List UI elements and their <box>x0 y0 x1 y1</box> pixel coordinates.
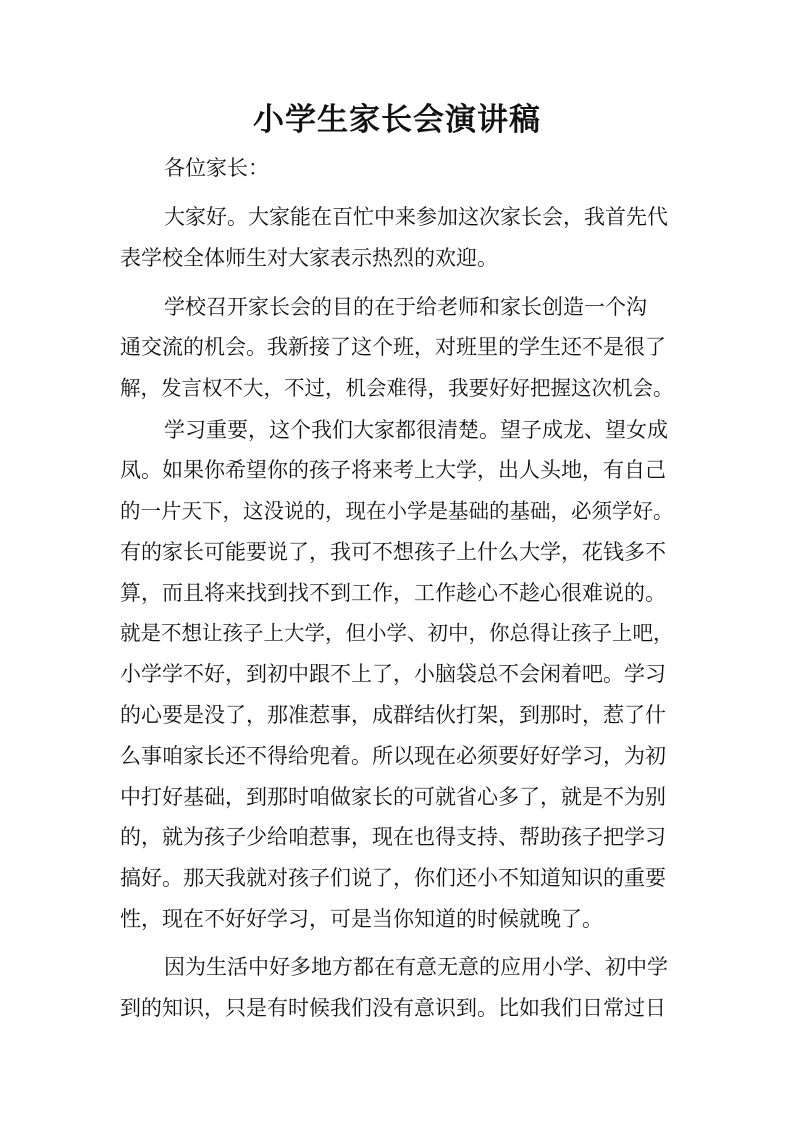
document-title: 小学生家长会演讲稿 <box>253 102 541 138</box>
body-line: 大家好。大家能在百忙中来参加这次家长会，我首先代 <box>164 205 668 229</box>
body-line: 性，现在不好好学习，可是当你知道的时候就晚了。 <box>120 907 603 931</box>
body-line: 搞好。那天我就对孩子们说了，你们还小不知道知识的重要 <box>120 866 666 890</box>
body-line: 的，就为孩子少给咱惹事，现在也得支持、帮助孩子把学习 <box>120 825 666 849</box>
body-line: 因为生活中好多地方都在有意无意的应用小学、初中学 <box>164 955 668 979</box>
body-line: 的一片天下，这没说的，现在小学是基础的基础，必须学好。 <box>120 499 674 523</box>
body-line: 表学校全体师生对大家表示热烈的欢迎。 <box>120 246 498 270</box>
body-line: 学习重要，这个我们大家都很清楚。望子成龙、望女成 <box>164 418 668 442</box>
body-line: 凤。如果你希望你的孩子将来考上大学，出人头地，有自己 <box>120 458 666 482</box>
body-line: 学校召开家长会的目的在于给老师和家长创造一个沟 <box>164 295 647 319</box>
body-line: 通交流的机会。我新接了这个班，对班里的学生还不是很了 <box>120 335 666 359</box>
body-line: 各位家长： <box>164 156 269 180</box>
body-line: 有的家长可能要说了，我可不想孩子上什么大学，花钱多不 <box>120 540 666 564</box>
body-line: 就是不想让孩子上大学，但小学、初中，你总得让孩子上吧， <box>120 621 674 645</box>
body-line: 到的知识，只是有时候我们没有意识到。比如我们日常过日 <box>120 996 666 1020</box>
body-line: 解，发言权不大，不过，机会难得，我要好好把握这次机会。 <box>120 376 674 400</box>
body-line: 的心要是没了，那准惹事，成群结伙打架，到那时，惹了什 <box>120 703 666 727</box>
body-line: 小学学不好，到初中跟不上了，小脑袋总不会闲着吧。学习 <box>120 662 666 686</box>
body-line: 中打好基础，到那时咱做家长的可就省心多了，就是不为别 <box>120 785 666 809</box>
body-line: 么事咱家长还不得给兜着。所以现在必须要好好学习，为初 <box>120 744 666 768</box>
body-line: 算，而且将来找到找不到工作，工作趁心不趁心很难说的。 <box>120 581 666 605</box>
